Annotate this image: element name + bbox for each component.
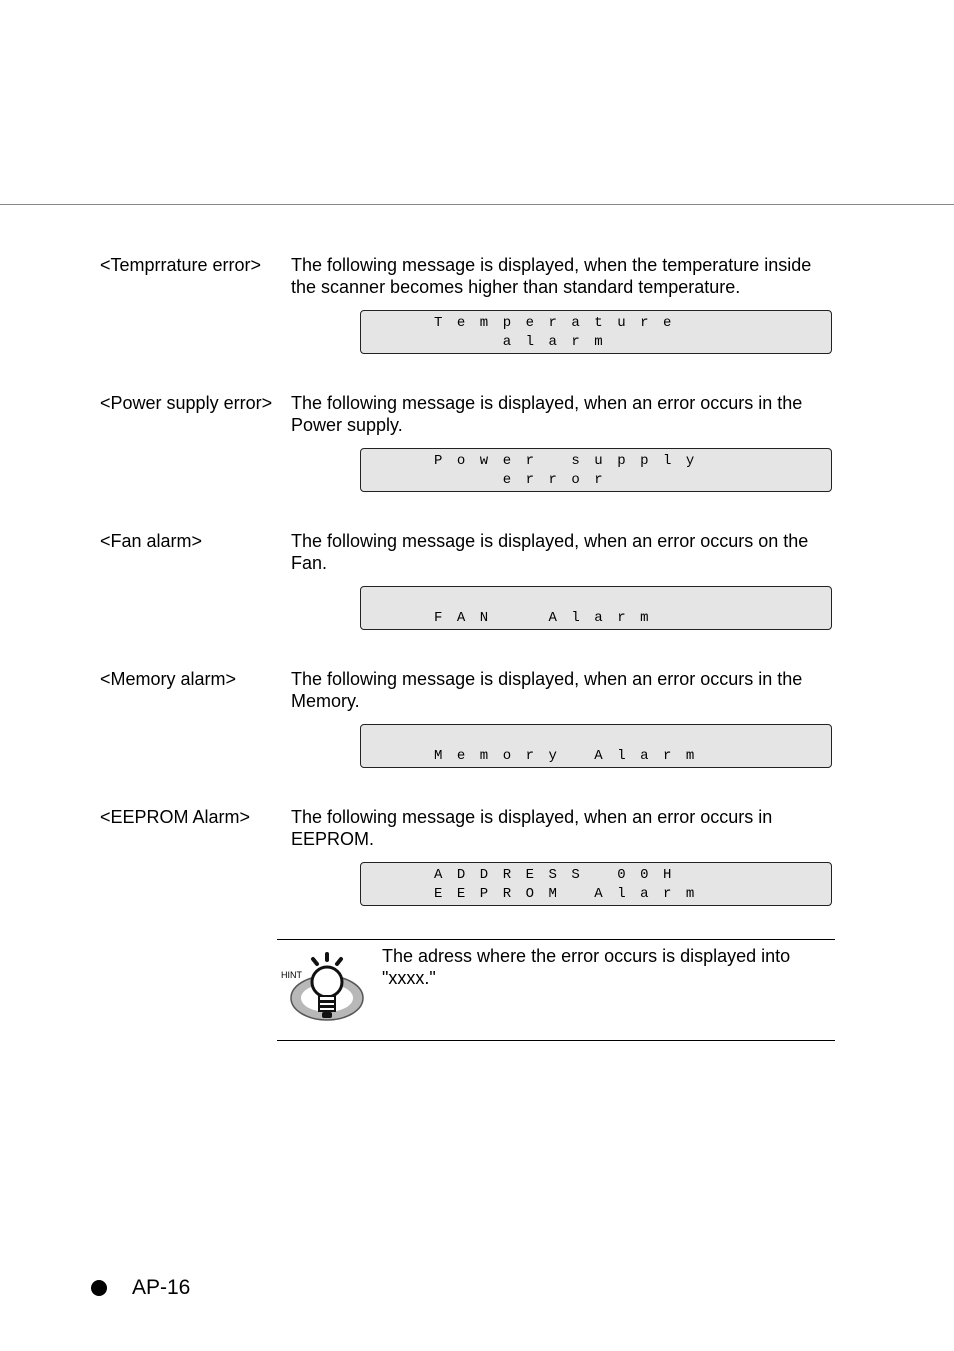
lcd-display <box>360 448 832 492</box>
bullet-icon <box>91 1280 107 1296</box>
lcd-display <box>360 586 832 630</box>
entry-label: <EEPROM Alarm> <box>100 807 251 827</box>
entry-label: <Power supply error> <box>100 393 273 413</box>
page-number: AP-16 <box>132 1276 191 1299</box>
lcd-display <box>360 310 832 354</box>
lcd-line-2: alarm <box>434 334 618 350</box>
entry-label: <Temprrature error> <box>100 255 262 275</box>
lightbulb-icon <box>279 950 369 1028</box>
lcd-line-2: EEPROM Alarm <box>434 886 709 902</box>
lcd-display <box>360 862 832 906</box>
entry-label: <Memory alarm> <box>100 669 237 689</box>
lcd-display <box>360 724 832 768</box>
entry-description: The following message is displayed, when an error occurs in the Power supply. <box>291 393 803 435</box>
entry-description: The following message is displayed, when an error occurs in the Memory. <box>291 669 803 711</box>
lcd-line-2: FAN Alarm <box>434 610 664 626</box>
entry-description: The following message is displayed, when an error occurs on the Fan. <box>291 531 809 573</box>
lcd-line-1: ADDRESS 00H <box>434 867 686 883</box>
lcd-line-1: Temperature <box>434 315 686 331</box>
hint-text: The adress where the error occurs is displayed into "xxxx." <box>382 946 791 988</box>
lcd-line-2: error <box>434 472 618 488</box>
header-rule <box>0 204 954 205</box>
lcd-line-2: Memory Alarm <box>434 748 709 764</box>
entry-description: The following message is displayed, when the temperature inside the scanner becomes higher than standard temperature. <box>291 255 812 297</box>
hint-icon-label: HINT <box>281 970 302 980</box>
hint-box <box>277 939 835 1041</box>
entry-label: <Fan alarm> <box>100 531 203 551</box>
entry-description: The following message is displayed, when an error occurs in EEPROM. <box>291 807 773 849</box>
lcd-line-1: Power supply <box>434 453 709 469</box>
